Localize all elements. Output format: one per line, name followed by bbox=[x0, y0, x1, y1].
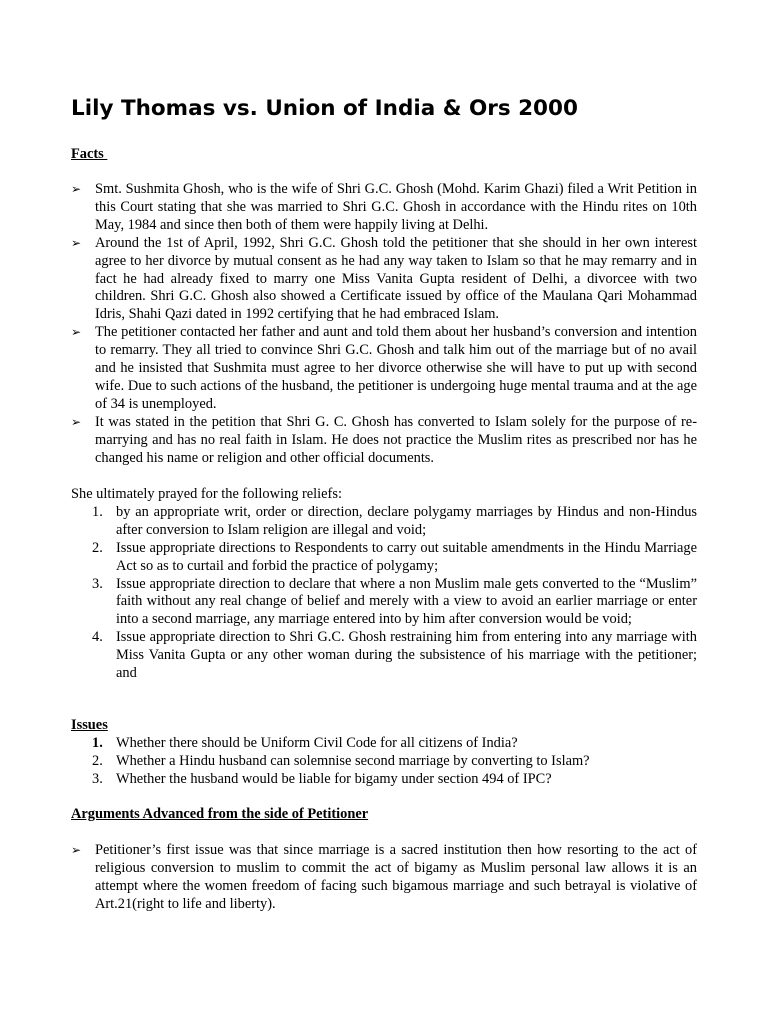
facts-item-text: Smt. Sushmita Ghosh, who is the wife of Shri G.C. Ghosh (Mohd. Karim Ghazi) filed a Writ Petition in this Court stating that she was married to Shri G.C. Ghosh in accordance with the Hindu rites on 10th May, 1984 and since then both of them were happily living at Delhi. bbox=[95, 181, 697, 233]
relief-number: 3. bbox=[92, 575, 103, 592]
issue-number: 3. bbox=[92, 770, 103, 787]
facts-section bbox=[71, 181, 697, 468]
argument-item bbox=[71, 842, 697, 914]
issues-heading: Issues bbox=[71, 717, 108, 733]
arrowhead-bullet-icon: ➢ bbox=[71, 414, 82, 429]
issue-number: 2. bbox=[92, 752, 103, 769]
issue-item bbox=[92, 771, 697, 789]
issue-item bbox=[92, 753, 697, 771]
facts-heading: Facts bbox=[71, 146, 108, 162]
reliefs-intro: She ultimately prayed for the following reliefs: bbox=[71, 486, 342, 502]
relief-text: by an appropriate writ, order or direction, declare polygamy marriages by Hindus and non-Hindus after conversion to Islam religion are illegal and void; bbox=[116, 503, 697, 538]
issues-section bbox=[71, 735, 697, 789]
facts-item-text: Around the 1st of April, 1992, Shri G.C. Ghosh told the petitioner that she should in her own interest agree to her divorce by mutual consent as he had any way taken to Islam so that he may remarry and in fact he had already fixed to marry one Miss Vanita Gupta resident of Delhi, a divorcee with two children. Shri G.C. Ghosh also showed a Certificate issued by office of the Maulana Qari Mohammad Idris, Shahi Qazi dated in 1992 certifying that he had embraced Islam. bbox=[95, 234, 697, 323]
issue-item bbox=[92, 735, 697, 753]
issue-text: Whether there should be Uniform Civil Code for all citizens of India? bbox=[116, 735, 518, 751]
facts-item bbox=[71, 324, 697, 414]
issue-number: 1. bbox=[92, 735, 103, 751]
relief-text: Issue appropriate direction to Shri G.C. Ghosh restraining him from entering into any marriage with Miss Vanita Gupta or any other woman during the subsistence of his marriage with the petitioner; and bbox=[116, 629, 697, 682]
arguments-heading: Arguments Advanced from the side of Petitioner bbox=[71, 806, 369, 822]
arguments-list bbox=[71, 842, 697, 914]
document-title: Lily Thomas vs. Union of India & Ors 2000 bbox=[71, 96, 578, 121]
argument-text: Petitioner’s first issue was that since marriage is a sacred institution then how resorting to the act of religious conversion to muslim to commit the act of bigamy as Muslim personal law allows it is an attempt where the women freedom of facing such bigamous marriage and such betrayal is violative of Art.21(right to life and liberty). bbox=[95, 842, 697, 912]
issues-list bbox=[71, 735, 697, 789]
relief-text: Issue appropriate directions to Respondents to carry out suitable amendments in the Hindu Marriage Act so as to curtail and forbid the practice of polygamy; bbox=[116, 539, 697, 574]
issue-text: Whether a Hindu husband can solemnise second marriage by converting to Islam? bbox=[116, 752, 590, 769]
facts-item bbox=[71, 181, 697, 235]
reliefs-section bbox=[71, 486, 697, 683]
facts-item-text: The petitioner contacted her father and aunt and told them about her husband’s conversion and intention to remarry. They all tried to convince Shri G.C. Ghosh and talk him out of the marriage but of no avail and he insisted that Sushmita must agree to her divorce otherwise she will have to put up with second wife. Due to such actions of the husband, the petitioner is undergoing huge mental trauma and at the age of 34 is unemployed. bbox=[95, 324, 697, 412]
relief-number: 2. bbox=[92, 539, 103, 556]
issue-text: Whether the husband would be liable for bigamy under section 494 of IPC? bbox=[116, 770, 552, 787]
reliefs-list bbox=[71, 504, 697, 683]
arrowhead-bullet-icon: ➢ bbox=[71, 182, 82, 196]
facts-item bbox=[71, 235, 697, 325]
relief-item bbox=[92, 576, 697, 630]
facts-list bbox=[71, 181, 697, 468]
relief-item bbox=[92, 629, 697, 683]
arguments-section bbox=[71, 842, 697, 914]
facts-item bbox=[71, 414, 697, 468]
facts-item-text: It was stated in the petition that Shri G. C. Ghosh has converted to Islam solely for the purpose of re-marrying and has no real faith in Islam. He does not practice the Muslim rites as prescribed nor has he changed his name or religion and other official documents. bbox=[95, 413, 697, 466]
relief-number: 1. bbox=[92, 503, 103, 520]
relief-item bbox=[92, 540, 697, 576]
arrowhead-bullet-icon: ➢ bbox=[71, 235, 82, 250]
relief-number: 4. bbox=[92, 629, 103, 646]
arrowhead-bullet-icon: ➢ bbox=[71, 843, 82, 857]
relief-text: Issue appropriate direction to declare that where a non Muslim male gets converted to the “Muslim” faith without any real change of belief and merely with a view to avoid an earlier marriage or enter into a second marriage, any marriage entered into by him after conversion would be void; bbox=[116, 575, 697, 628]
arrowhead-bullet-icon: ➢ bbox=[71, 325, 82, 340]
relief-item bbox=[92, 504, 697, 540]
